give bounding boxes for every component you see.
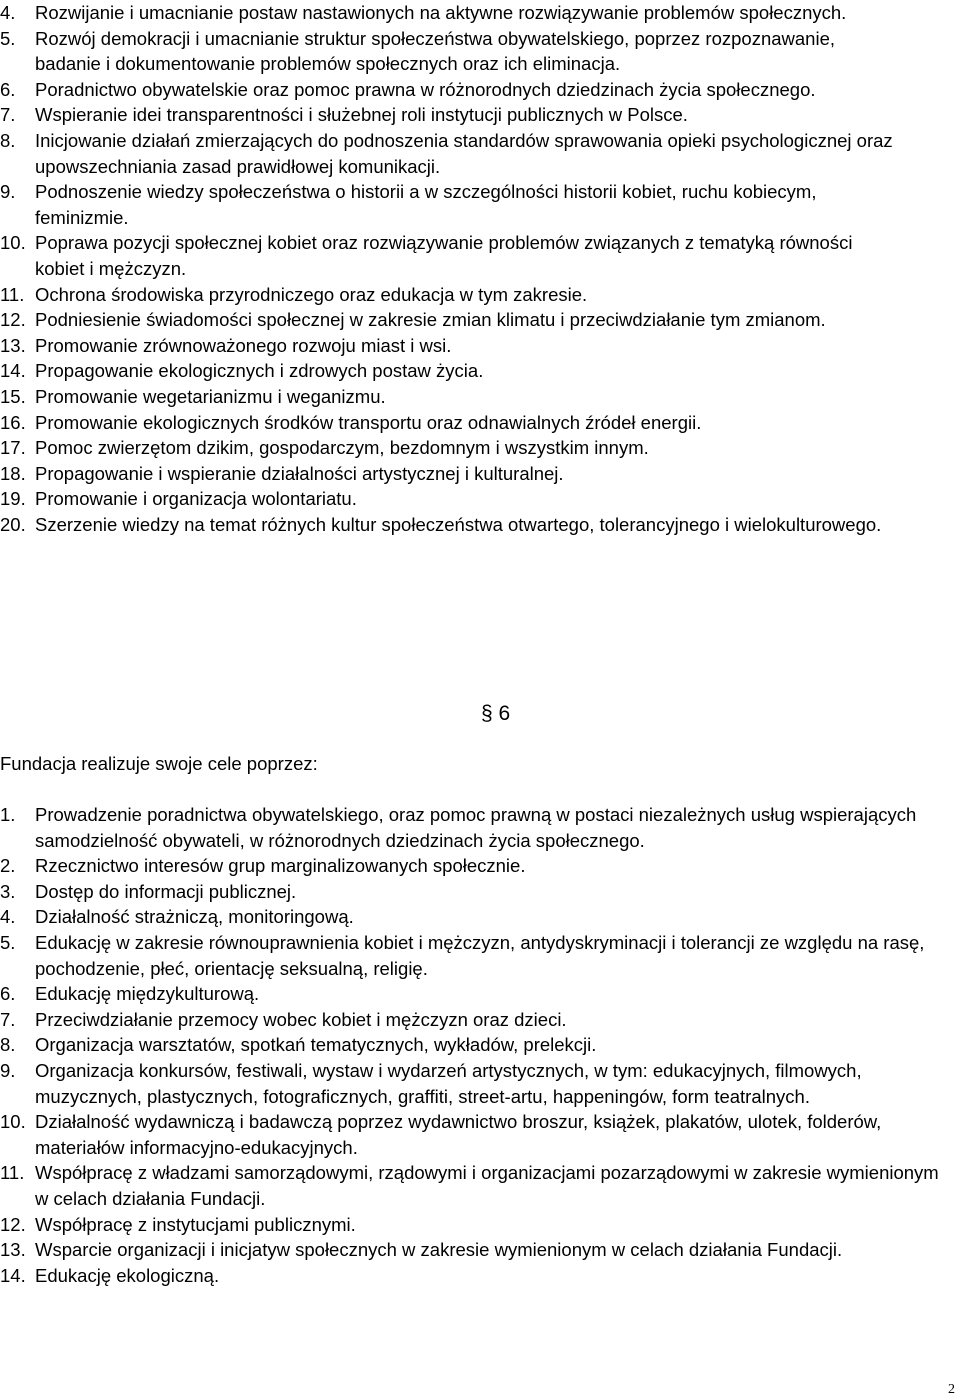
list-item xyxy=(0,1109,940,1160)
list-item xyxy=(0,1160,940,1211)
item-text: Szerzenie wiedzy na temat różnych kultur społeczeństwa otwartego, tolerancyjnego i wielokulturowego. xyxy=(35,513,882,535)
list-item xyxy=(0,435,905,461)
list-item xyxy=(0,486,905,512)
item-number: 14. xyxy=(0,1264,26,1286)
list-item xyxy=(0,1263,940,1289)
list-item xyxy=(0,128,905,179)
list-item xyxy=(0,333,905,359)
item-text: Współpracę z władzami samorządowymi, rządowymi i organizacjami pozarządowymi w zakresie wymienionym w celach działania Fundacji. xyxy=(35,1162,939,1209)
list-item xyxy=(0,512,905,538)
section-heading: § 6 xyxy=(481,702,511,725)
item-number: 1. xyxy=(0,804,16,825)
item-number: 8. xyxy=(0,1034,16,1056)
item-text: Promowanie wegetarianizmu i weganizmu. xyxy=(35,385,386,407)
list-item xyxy=(0,77,905,103)
list-item xyxy=(0,179,905,230)
item-number: 18. xyxy=(0,462,26,484)
item-number: 20. xyxy=(0,513,26,535)
item-text: Edukację międzykulturową. xyxy=(35,983,260,1005)
item-number: 15. xyxy=(0,385,26,407)
item-number: 11. xyxy=(0,1162,25,1184)
methods-list xyxy=(0,802,940,1288)
item-number: 4. xyxy=(0,2,16,23)
item-number: 12. xyxy=(0,309,26,331)
list-item xyxy=(0,1212,940,1238)
item-text: Propagowanie ekologicznych i zdrowych postaw życia. xyxy=(35,360,484,382)
item-text: Prowadzenie poradnictwa obywatelskiego, oraz pomoc prawną w postaci niezależnych usług wspierających samodzielność obywateli, w różnorodnych dziedzinach życia społecznego. xyxy=(35,804,917,851)
item-number: 5. xyxy=(0,931,16,953)
list-item xyxy=(0,230,905,281)
item-text: Działalność strażniczą, monitoringową. xyxy=(35,906,354,928)
list-item xyxy=(0,358,905,384)
item-text: Edukację w zakresie równouprawnienia kobiet i mężczyzn, antydyskryminacji i tolerancji ze względu na rasę, pochodzenie, płeć, orientację seksualną, religię. xyxy=(35,931,925,979)
item-text: Dostęp do informacji publicznej. xyxy=(35,880,297,902)
item-number: 10. xyxy=(0,1111,26,1133)
list-item xyxy=(0,282,905,308)
list-item xyxy=(0,461,905,487)
page-number: 2 xyxy=(948,1382,955,1397)
item-number: 19. xyxy=(0,488,26,510)
list-item xyxy=(0,102,905,128)
list-item xyxy=(0,384,905,410)
item-text: Przeciwdziałanie przemocy wobec kobiet i mężczyzn oraz dzieci. xyxy=(35,1008,567,1030)
item-text: Edukację ekologiczną. xyxy=(35,1264,220,1286)
item-number: 13. xyxy=(0,1239,26,1261)
item-number: 7. xyxy=(0,1008,16,1030)
item-text: Poradnictwo obywatelskie oraz pomoc prawna w różnorodnych dziedzinach życia społecznego. xyxy=(35,78,816,100)
item-number: 8. xyxy=(0,129,16,151)
list-item xyxy=(0,904,940,930)
list-item xyxy=(0,802,940,853)
item-text: Inicjowanie działań zmierzających do podnoszenia standardów sprawowania opieki psychologicznej oraz upowszechniania zasad prawidłowej komunikacji. xyxy=(35,129,893,177)
item-number: 10. xyxy=(0,232,26,254)
goals-list xyxy=(0,0,905,537)
item-number: 9. xyxy=(0,1059,16,1081)
list-item xyxy=(0,0,905,26)
item-number: 5. xyxy=(0,27,16,49)
item-text: Działalność wydawniczą i badawczą poprzez wydawnictwo broszur, książek, plakatów, ulotek, folderów, materiałów informacyjno-edukacyjnych. xyxy=(35,1111,882,1158)
item-number: 16. xyxy=(0,411,26,433)
item-text: Poprawa pozycji społecznej kobiet oraz rozwiązywanie problemów związanych z tematyką równości kobiet i mężczyzn. xyxy=(35,232,853,279)
item-number: 4. xyxy=(0,906,16,928)
section-lead-text: Fundacja realizuje swoje cele poprzez: xyxy=(0,753,318,774)
list-item xyxy=(0,1032,940,1058)
item-text: Promowanie i organizacja wolontariatu. xyxy=(35,488,357,510)
list-item xyxy=(0,410,905,436)
item-number: 7. xyxy=(0,104,16,126)
item-text: Rozwijanie i umacnianie postaw nastawionych na aktywne rozwiązywanie problemów społecznych. xyxy=(35,2,847,23)
item-text: Promowanie zrównoważonego rozwoju miast i wsi. xyxy=(35,334,452,356)
item-number: 11. xyxy=(0,283,25,305)
item-number: 12. xyxy=(0,1213,26,1235)
item-number: 6. xyxy=(0,78,16,100)
item-text: Ochrona środowiska przyrodniczego oraz edukacja w tym zakresie. xyxy=(35,283,588,305)
list-item xyxy=(0,307,905,333)
list-item xyxy=(0,853,940,879)
item-text: Wsparcie organizacji i inicjatyw społecznych w zakresie wymienionym w celach działania Fundacji. xyxy=(35,1239,843,1261)
list-item xyxy=(0,981,940,1007)
item-text: Współpracę z instytucjami publicznymi. xyxy=(35,1213,356,1235)
item-number: 2. xyxy=(0,855,16,877)
item-text: Promowanie ekologicznych środków transportu oraz odnawialnych źródeł energii. xyxy=(35,411,702,433)
item-number: 6. xyxy=(0,983,16,1005)
item-text: Organizacja warsztatów, spotkań tematycznych, wykładów, prelekcji. xyxy=(35,1034,597,1056)
item-text: Rozwój demokracji i umacnianie struktur społeczeństwa obywatelskiego, poprzez rozpoznawanie, badanie i dokumentowanie problemów społecznych oraz ich eliminacja. xyxy=(35,27,835,75)
list-item xyxy=(0,1058,940,1109)
item-text: Podniesienie świadomości społecznej w zakresie zmian klimatu i przeciwdziałanie tym zmianom. xyxy=(35,309,826,331)
item-number: 3. xyxy=(0,880,16,902)
item-text: Wspieranie idei transparentności i służebnej roli instytucji publicznych w Polsce. xyxy=(35,104,688,126)
item-number: 14. xyxy=(0,360,26,382)
list-item xyxy=(0,1007,940,1033)
list-item xyxy=(0,879,940,905)
item-text: Podnoszenie wiedzy społeczeństwa o historii a w szczególności historii kobiet, ruchu kobiecym, feminizmie. xyxy=(35,181,817,228)
list-item xyxy=(0,930,940,981)
item-text: Pomoc zwierzętom dzikim, gospodarczym, bezdomnym i wszystkim innym. xyxy=(35,437,649,459)
list-item xyxy=(0,1237,940,1263)
list-item xyxy=(0,26,905,77)
item-text: Rzecznictwo interesów grup marginalizowanych społecznie. xyxy=(35,855,526,877)
item-text: Organizacja konkursów, festiwali, wystaw i wydarzeń artystycznych, w tym: edukacyjnych, filmowych, muzycznych, plastycznych, fotograficznych, graffiti, street-artu, happeningów, form teatralnych. xyxy=(35,1059,862,1107)
item-text: Propagowanie i wspieranie działalności artystycznej i kulturalnej. xyxy=(35,462,564,484)
item-number: 17. xyxy=(0,437,26,459)
item-number: 13. xyxy=(0,334,26,356)
item-number: 9. xyxy=(0,181,16,203)
